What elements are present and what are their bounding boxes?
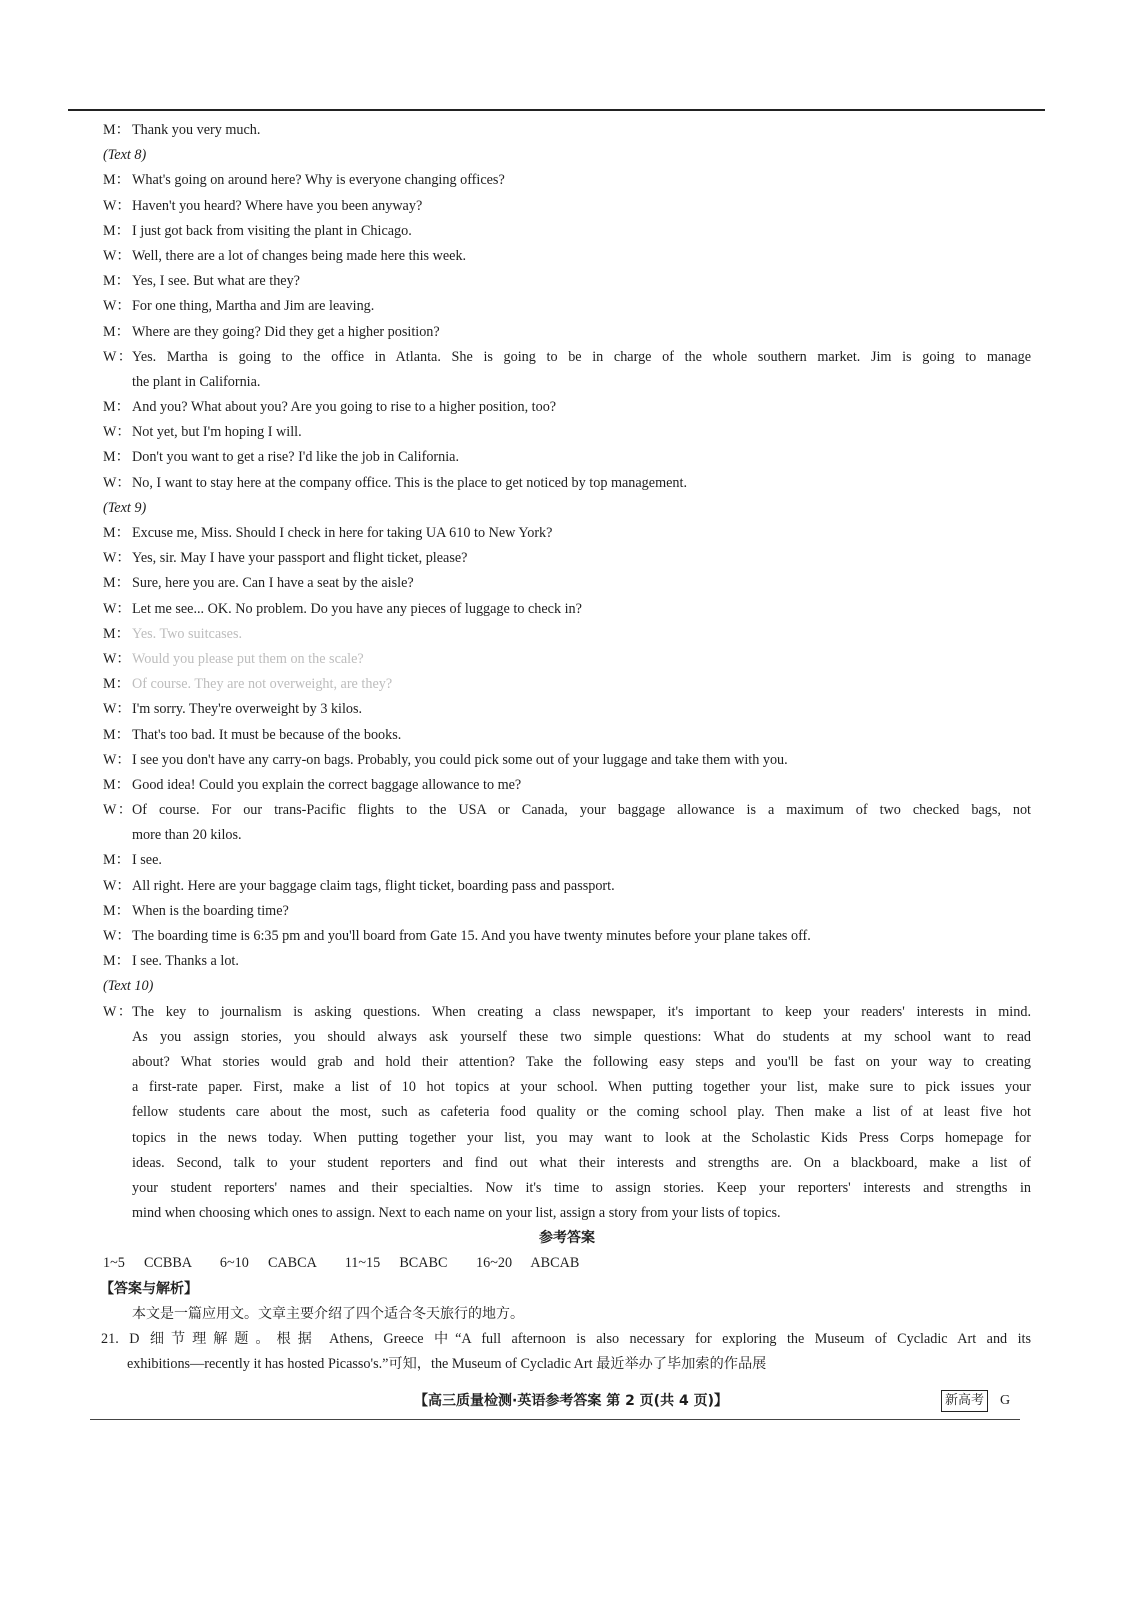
dialogue-line — [103, 294, 1031, 319]
dialogue-line — [103, 521, 1031, 546]
dialogue-text: Not yet, but I'm hoping I will. — [132, 424, 302, 441]
speaker-label: M： — [103, 122, 130, 138]
speaker-label: M： — [103, 625, 130, 642]
dialogue-line — [103, 748, 1031, 773]
dialogue-text: And you? What about you? Are you going to rise to a higher position, too? — [132, 399, 557, 416]
dialogue-line — [103, 672, 1031, 697]
speaker-label: M： — [103, 399, 130, 416]
dialogue-text: Yes. Two suitcases. — [132, 625, 243, 642]
page-footer — [0, 1390, 1131, 1412]
answer-key: 1~5 CCBBA 6~10 CABCA 11~15 BCABC 16~20 ABCAB — [103, 1255, 580, 1272]
speaker-label: W： — [103, 600, 131, 617]
dialogue-text: Thank you very much. — [132, 122, 261, 138]
dialogue-text: The boarding time is 6:35 pm and you'll board from Gate 15. And you have twenty minutes before your plane takes off. — [132, 928, 811, 944]
document-body — [100, 118, 1031, 1377]
dialogue-text: Would you please put them on the scale? — [132, 650, 364, 667]
dialogue-line — [103, 597, 1031, 622]
dialogue-line — [103, 1000, 1031, 1025]
dialogue-line — [103, 697, 1031, 722]
dialogue-continuation: about? What stories would grab and hold their attention? Take the following easy steps and you'll be fast on your way to creating — [132, 1053, 1031, 1070]
dialogue-line — [103, 874, 1031, 899]
dialogue-continuation: the plant in California. — [132, 373, 261, 390]
dialogue-text: I see. Thanks a lot. — [132, 953, 239, 970]
dialogue-text: When is the boarding time? — [132, 902, 289, 919]
analysis-heading: 【答案与解析】 — [100, 1280, 198, 1297]
speaker-label: W： — [103, 928, 131, 944]
dialogue-text: The key to journalism is asking questions. When creating a class newspaper, it's important to keep your readers' interests in mind. — [132, 1003, 1031, 1020]
dialogue-text: For one thing, Martha and Jim are leaving. — [132, 298, 375, 315]
dialogue-text: I just got back from visiting the plant in Chicago. — [132, 222, 412, 239]
speaker-label: M： — [103, 172, 130, 189]
dialogue-line — [103, 848, 1031, 873]
speaker-label: W： — [103, 877, 131, 894]
dialogue-text: I see you don't have any carry-on bags. Probably, you could pick some out of your luggage and take them with you. — [132, 751, 788, 768]
dialogue-text: Of course. They are not overweight, are they? — [132, 676, 393, 693]
dialogue-line — [103, 949, 1031, 974]
explanation-line: exhibitions—recently it has hosted Picasso's.”可知，the Museum of Cycladic Art 最近举办了毕加索的作品展 — [127, 1356, 767, 1373]
speaker-label: M： — [103, 776, 130, 793]
footer-tag: 新高考 — [941, 1390, 988, 1412]
dialogue-text: Don't you want to get a rise? I'd like the job in California. — [132, 449, 460, 466]
top-rule — [68, 109, 1045, 111]
dialogue-line — [103, 244, 1031, 269]
footer-rule — [90, 1419, 1020, 1420]
dialogue-text: Yes, sir. May I have your passport and flight ticket, please? — [132, 550, 468, 567]
speaker-label: M： — [103, 852, 130, 869]
dialogue-text: Haven't you heard? Where have you been anyway? — [132, 197, 423, 214]
dialogue-line — [103, 320, 1031, 345]
dialogue-text: I see. — [132, 852, 162, 869]
dialogue-line — [103, 118, 1031, 143]
speaker-label: M： — [103, 525, 130, 541]
dialogue-continuation: ideas. Second, talk to your student reporters and find out what their interests and strengths are. On a blackboard, make a list of — [132, 1154, 1031, 1171]
speaker-label: M： — [103, 953, 130, 970]
footer-title: 【高三质量检测·英语参考答案 第 2 页(共 4 页)】 — [414, 1393, 728, 1409]
speaker-label: M： — [103, 575, 130, 592]
dialogue-line — [103, 773, 1031, 798]
dialogue-line — [103, 420, 1031, 445]
text-section-label: (Text 9) — [103, 499, 147, 516]
dialogue-continuation: your student reporters' names and their specialties. Now it's time to assign stories. Keep your reporters' interests and strengths in — [132, 1179, 1031, 1196]
dialogue-text: What's going on around here? Why is everyone changing offices? — [132, 172, 505, 189]
speaker-label: W： — [103, 650, 131, 667]
speaker-label: M： — [103, 726, 130, 743]
speaker-label: M： — [103, 676, 130, 693]
dialogue-line — [103, 546, 1031, 571]
dialogue-line — [103, 345, 1031, 370]
footer-code: G — [1000, 1393, 1011, 1408]
dialogue-line — [103, 899, 1031, 924]
speaker-label: W： — [103, 197, 131, 214]
analysis-intro: 本文是一篇应用文。文章主要介绍了四个适合冬天旅行的地方。 — [132, 1305, 524, 1322]
dialogue-text: Yes, I see. But what are they? — [132, 273, 300, 290]
dialogue-text: Sure, here you are. Can I have a seat by the aisle? — [132, 575, 414, 592]
dialogue-line — [103, 798, 1031, 823]
dialogue-line — [103, 647, 1031, 672]
explanation-line: 21. D 细节理解题。根据 Athens, Greece 中“A full afternoon is also necessary for exploring the Museum of Cycladic Art and its — [101, 1331, 1031, 1347]
dialogue-text: That's too bad. It must be because of the books. — [132, 726, 402, 743]
speaker-label: M： — [103, 902, 130, 919]
dialogue-line — [103, 571, 1031, 596]
dialogue-line — [103, 723, 1031, 748]
speaker-label: W： — [103, 247, 131, 264]
dialogue-text: No, I want to stay here at the company office. This is the place to get noticed by top management. — [132, 474, 687, 491]
speaker-label: M： — [103, 449, 130, 466]
dialogue-text: Well, there are a lot of changes being made here this week. — [132, 247, 467, 264]
dialogue-continuation: topics in the news today. When putting together your list, you may want to look at the Scholastic Kids Press Corps homepage for — [132, 1129, 1031, 1146]
speaker-label: W： — [103, 1003, 132, 1020]
dialogue-line — [103, 622, 1031, 647]
dialogue-continuation: mind when choosing which ones to assign. Next to each name on your list, assign a story from your lists of topics. — [132, 1205, 781, 1222]
dialogue-line — [103, 269, 1031, 294]
speaker-label: M： — [103, 323, 130, 340]
dialogue-line — [103, 471, 1031, 496]
dialogue-continuation: As you assign stories, you should always ask yourself these two simple questions: What do students at my school want to read — [132, 1028, 1031, 1045]
speaker-label: W： — [103, 802, 132, 819]
text-section-label: (Text 10) — [103, 978, 154, 995]
dialogue-line — [103, 924, 1031, 949]
dialogue-text: Yes. Martha is going to the office in Atlanta. She is going to be in charge of the whole southern market. Jim is going to manage — [132, 348, 1031, 365]
dialogue-text: Excuse me, Miss. Should I check in here for taking UA 610 to New York? — [132, 525, 553, 541]
dialogue-text: All right. Here are your baggage claim tags, flight ticket, boarding pass and passport. — [132, 877, 615, 894]
dialogue-text: Of course. For our trans-Pacific flights to the USA or Canada, your baggage allowance is a maximum of two checked bags, not — [132, 802, 1031, 819]
dialogue-text: Good idea! Could you explain the correct baggage allowance to me? — [132, 776, 522, 793]
speaker-label: W： — [103, 424, 131, 441]
speaker-label: W： — [103, 348, 132, 365]
dialogue-text: I'm sorry. They're overweight by 3 kilos. — [132, 701, 363, 718]
speaker-label: W： — [103, 701, 131, 718]
dialogue-continuation: fellow students care about the most, such as cafeteria food quality or the coming school play. Then make a list of at least five hot — [132, 1104, 1031, 1121]
dialogue-continuation: a first-rate paper. First, make a list of 10 hot topics at your school. When putting together your list, make sure to pick issues your — [132, 1079, 1031, 1096]
dialogue-line — [103, 168, 1031, 193]
dialogue-line — [103, 219, 1031, 244]
text-section-label: (Text 8) — [103, 147, 147, 164]
dialogue-line — [103, 445, 1031, 470]
speaker-label: W： — [103, 550, 131, 567]
speaker-label: M： — [103, 273, 130, 290]
dialogue-continuation: more than 20 kilos. — [132, 827, 242, 844]
dialogue-line — [103, 395, 1031, 420]
speaker-label: W： — [103, 751, 131, 768]
speaker-label: W： — [103, 298, 131, 315]
dialogue-text: Where are they going? Did they get a higher position? — [132, 323, 440, 340]
transcript — [103, 118, 1031, 1226]
speaker-label: M： — [103, 222, 130, 239]
speaker-label: W： — [103, 474, 131, 491]
dialogue-line — [103, 194, 1031, 219]
answer-heading: 参考答案 — [539, 1230, 595, 1247]
dialogue-text: Let me see... OK. No problem. Do you have any pieces of luggage to check in? — [132, 600, 582, 617]
